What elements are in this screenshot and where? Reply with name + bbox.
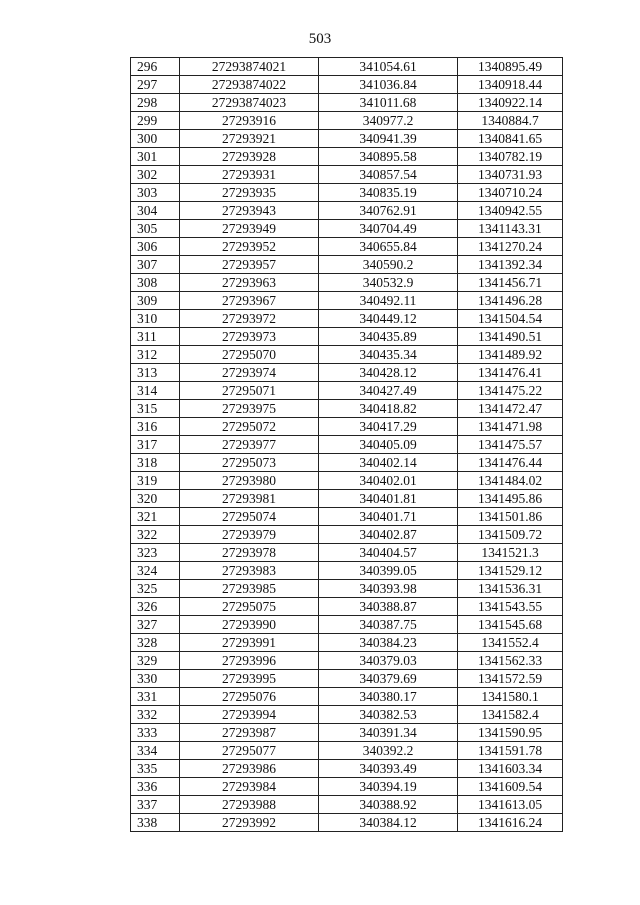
table-row [131, 796, 563, 814]
y-coordinate-cell: 1341536.31 [458, 580, 563, 598]
y-coordinate-cell: 1341572.59 [458, 670, 563, 688]
y-coordinate-cell: 1341529.12 [458, 562, 563, 580]
row-number-cell: 312 [131, 346, 180, 364]
point-id-cell: 27295073 [180, 454, 319, 472]
x-coordinate-cell: 341036.84 [319, 76, 458, 94]
point-id-cell: 27293952 [180, 238, 319, 256]
table-row [131, 580, 563, 598]
table-row [131, 652, 563, 670]
row-number-cell: 300 [131, 130, 180, 148]
table-row [131, 814, 563, 832]
row-number-cell: 296 [131, 58, 180, 76]
point-id-cell: 27293974 [180, 364, 319, 382]
table-row [131, 148, 563, 166]
y-coordinate-cell: 1340841.65 [458, 130, 563, 148]
point-id-cell: 27293963 [180, 274, 319, 292]
y-coordinate-cell: 1341616.24 [458, 814, 563, 832]
table-row [131, 418, 563, 436]
y-coordinate-cell: 1340731.93 [458, 166, 563, 184]
point-id-cell: 27293985 [180, 580, 319, 598]
x-coordinate-cell: 340895.58 [319, 148, 458, 166]
table-row [131, 688, 563, 706]
table-row [131, 112, 563, 130]
x-coordinate-cell: 340399.05 [319, 562, 458, 580]
point-id-cell: 27295072 [180, 418, 319, 436]
row-number-cell: 302 [131, 166, 180, 184]
table-row [131, 760, 563, 778]
y-coordinate-cell: 1341489.92 [458, 346, 563, 364]
x-coordinate-cell: 340387.75 [319, 616, 458, 634]
x-coordinate-cell: 340401.71 [319, 508, 458, 526]
x-coordinate-cell: 340857.54 [319, 166, 458, 184]
point-id-cell: 27293988 [180, 796, 319, 814]
x-coordinate-cell: 340391.34 [319, 724, 458, 742]
y-coordinate-cell: 1341496.28 [458, 292, 563, 310]
table-row [131, 346, 563, 364]
x-coordinate-cell: 340655.84 [319, 238, 458, 256]
point-id-cell: 27293994 [180, 706, 319, 724]
x-coordinate-cell: 340449.12 [319, 310, 458, 328]
y-coordinate-cell: 1341476.41 [458, 364, 563, 382]
table-row [131, 292, 563, 310]
y-coordinate-cell: 1340710.24 [458, 184, 563, 202]
x-coordinate-cell: 340435.89 [319, 328, 458, 346]
point-id-cell: 27293979 [180, 526, 319, 544]
y-coordinate-cell: 1341562.33 [458, 652, 563, 670]
row-number-cell: 298 [131, 94, 180, 112]
row-number-cell: 323 [131, 544, 180, 562]
x-coordinate-cell: 340435.34 [319, 346, 458, 364]
x-coordinate-cell: 340401.81 [319, 490, 458, 508]
point-id-cell: 27295077 [180, 742, 319, 760]
point-id-cell: 27293928 [180, 148, 319, 166]
y-coordinate-cell: 1341552.4 [458, 634, 563, 652]
point-id-cell: 27293874021 [180, 58, 319, 76]
table-row [131, 94, 563, 112]
y-coordinate-cell: 1341504.54 [458, 310, 563, 328]
x-coordinate-cell: 340392.2 [319, 742, 458, 760]
x-coordinate-cell: 340762.91 [319, 202, 458, 220]
table-row [131, 364, 563, 382]
point-id-cell: 27293967 [180, 292, 319, 310]
point-id-cell: 27293935 [180, 184, 319, 202]
row-number-cell: 313 [131, 364, 180, 382]
y-coordinate-cell: 1341475.22 [458, 382, 563, 400]
y-coordinate-cell: 1340895.49 [458, 58, 563, 76]
y-coordinate-cell: 1341475.57 [458, 436, 563, 454]
point-id-cell: 27293977 [180, 436, 319, 454]
row-number-cell: 299 [131, 112, 180, 130]
point-id-cell: 27293983 [180, 562, 319, 580]
y-coordinate-cell: 1340942.55 [458, 202, 563, 220]
y-coordinate-cell: 1341471.98 [458, 418, 563, 436]
row-number-cell: 308 [131, 274, 180, 292]
table-row [131, 634, 563, 652]
x-coordinate-cell: 340379.03 [319, 652, 458, 670]
y-coordinate-cell: 1341582.4 [458, 706, 563, 724]
row-number-cell: 332 [131, 706, 180, 724]
x-coordinate-cell: 340393.49 [319, 760, 458, 778]
point-id-cell: 27293991 [180, 634, 319, 652]
table-row [131, 220, 563, 238]
y-coordinate-cell: 1340918.44 [458, 76, 563, 94]
row-number-cell: 337 [131, 796, 180, 814]
point-id-cell: 27295076 [180, 688, 319, 706]
point-id-cell: 27293931 [180, 166, 319, 184]
table-row [131, 76, 563, 94]
row-number-cell: 321 [131, 508, 180, 526]
row-number-cell: 311 [131, 328, 180, 346]
point-id-cell: 27293921 [180, 130, 319, 148]
table-row [131, 58, 563, 76]
x-coordinate-cell: 340941.39 [319, 130, 458, 148]
row-number-cell: 310 [131, 310, 180, 328]
row-number-cell: 326 [131, 598, 180, 616]
table-row [131, 544, 563, 562]
row-number-cell: 297 [131, 76, 180, 94]
point-id-cell: 27295075 [180, 598, 319, 616]
x-coordinate-cell: 340492.11 [319, 292, 458, 310]
y-coordinate-cell: 1341591.78 [458, 742, 563, 760]
point-id-cell: 27293916 [180, 112, 319, 130]
table-row [131, 490, 563, 508]
row-number-cell: 322 [131, 526, 180, 544]
x-coordinate-cell: 340402.14 [319, 454, 458, 472]
table-row [131, 202, 563, 220]
row-number-cell: 328 [131, 634, 180, 652]
x-coordinate-cell: 340835.19 [319, 184, 458, 202]
y-coordinate-cell: 1341590.95 [458, 724, 563, 742]
y-coordinate-cell: 1341501.86 [458, 508, 563, 526]
x-coordinate-cell: 340977.2 [319, 112, 458, 130]
row-number-cell: 316 [131, 418, 180, 436]
y-coordinate-cell: 1341521.3 [458, 544, 563, 562]
table-row [131, 778, 563, 796]
row-number-cell: 314 [131, 382, 180, 400]
y-coordinate-cell: 1341476.44 [458, 454, 563, 472]
y-coordinate-cell: 1341495.86 [458, 490, 563, 508]
x-coordinate-cell: 340404.57 [319, 544, 458, 562]
x-coordinate-cell: 340384.12 [319, 814, 458, 832]
point-id-cell: 27293990 [180, 616, 319, 634]
point-id-cell: 27293980 [180, 472, 319, 490]
point-id-cell: 27293996 [180, 652, 319, 670]
table-row [131, 130, 563, 148]
point-id-cell: 27293973 [180, 328, 319, 346]
y-coordinate-cell: 1340922.14 [458, 94, 563, 112]
x-coordinate-cell: 340402.87 [319, 526, 458, 544]
x-coordinate-cell: 340704.49 [319, 220, 458, 238]
table-row [131, 598, 563, 616]
row-number-cell: 334 [131, 742, 180, 760]
table-row [131, 184, 563, 202]
point-id-cell: 27293987 [180, 724, 319, 742]
table-row [131, 328, 563, 346]
x-coordinate-cell: 340379.69 [319, 670, 458, 688]
point-id-cell: 27293978 [180, 544, 319, 562]
row-number-cell: 325 [131, 580, 180, 598]
table-row [131, 472, 563, 490]
point-id-cell: 27293981 [180, 490, 319, 508]
point-id-cell: 27295071 [180, 382, 319, 400]
y-coordinate-cell: 1341609.54 [458, 778, 563, 796]
x-coordinate-cell: 340388.87 [319, 598, 458, 616]
table-row [131, 670, 563, 688]
point-id-cell: 27293984 [180, 778, 319, 796]
y-coordinate-cell: 1341490.51 [458, 328, 563, 346]
y-coordinate-cell: 1341143.31 [458, 220, 563, 238]
y-coordinate-cell: 1341456.71 [458, 274, 563, 292]
y-coordinate-cell: 1340884.7 [458, 112, 563, 130]
point-id-cell: 27293874022 [180, 76, 319, 94]
table-row [131, 742, 563, 760]
table-row [131, 454, 563, 472]
x-coordinate-cell: 341011.68 [319, 94, 458, 112]
table-row [131, 400, 563, 418]
point-id-cell: 27295070 [180, 346, 319, 364]
x-coordinate-cell: 340590.2 [319, 256, 458, 274]
table-row [131, 526, 563, 544]
y-coordinate-cell: 1341509.72 [458, 526, 563, 544]
row-number-cell: 315 [131, 400, 180, 418]
row-number-cell: 306 [131, 238, 180, 256]
row-number-cell: 307 [131, 256, 180, 274]
table-row [131, 382, 563, 400]
row-number-cell: 333 [131, 724, 180, 742]
x-coordinate-cell: 341054.61 [319, 58, 458, 76]
point-id-cell: 27293995 [180, 670, 319, 688]
point-id-cell: 27293957 [180, 256, 319, 274]
row-number-cell: 303 [131, 184, 180, 202]
row-number-cell: 319 [131, 472, 180, 490]
row-number-cell: 329 [131, 652, 180, 670]
y-coordinate-cell: 1341392.34 [458, 256, 563, 274]
row-number-cell: 305 [131, 220, 180, 238]
x-coordinate-cell: 340380.17 [319, 688, 458, 706]
y-coordinate-cell: 1341580.1 [458, 688, 563, 706]
x-coordinate-cell: 340532.9 [319, 274, 458, 292]
table-row [131, 310, 563, 328]
row-number-cell: 324 [131, 562, 180, 580]
table-row [131, 706, 563, 724]
y-coordinate-cell: 1341613.05 [458, 796, 563, 814]
table-row [131, 724, 563, 742]
row-number-cell: 301 [131, 148, 180, 166]
row-number-cell: 335 [131, 760, 180, 778]
x-coordinate-cell: 340394.19 [319, 778, 458, 796]
row-number-cell: 330 [131, 670, 180, 688]
x-coordinate-cell: 340402.01 [319, 472, 458, 490]
x-coordinate-cell: 340427.49 [319, 382, 458, 400]
point-id-cell: 27293986 [180, 760, 319, 778]
point-id-cell: 27293949 [180, 220, 319, 238]
row-number-cell: 304 [131, 202, 180, 220]
row-number-cell: 317 [131, 436, 180, 454]
row-number-cell: 331 [131, 688, 180, 706]
coordinate-table [130, 57, 563, 832]
y-coordinate-cell: 1341545.68 [458, 616, 563, 634]
y-coordinate-cell: 1341270.24 [458, 238, 563, 256]
point-id-cell: 27293943 [180, 202, 319, 220]
point-id-cell: 27293992 [180, 814, 319, 832]
row-number-cell: 336 [131, 778, 180, 796]
y-coordinate-cell: 1341484.02 [458, 472, 563, 490]
page-number: 503 [308, 31, 332, 47]
point-id-cell: 27293972 [180, 310, 319, 328]
row-number-cell: 318 [131, 454, 180, 472]
table-row [131, 436, 563, 454]
x-coordinate-cell: 340417.29 [319, 418, 458, 436]
table-row [131, 256, 563, 274]
y-coordinate-cell: 1340782.19 [458, 148, 563, 166]
x-coordinate-cell: 340418.82 [319, 400, 458, 418]
coordinate-table-body [131, 58, 563, 832]
x-coordinate-cell: 340428.12 [319, 364, 458, 382]
point-id-cell: 27293975 [180, 400, 319, 418]
table-row [131, 562, 563, 580]
y-coordinate-cell: 1341543.55 [458, 598, 563, 616]
x-coordinate-cell: 340393.98 [319, 580, 458, 598]
row-number-cell: 338 [131, 814, 180, 832]
y-coordinate-cell: 1341472.47 [458, 400, 563, 418]
row-number-cell: 320 [131, 490, 180, 508]
table-row [131, 616, 563, 634]
table-row [131, 274, 563, 292]
row-number-cell: 327 [131, 616, 180, 634]
x-coordinate-cell: 340405.09 [319, 436, 458, 454]
table-row [131, 166, 563, 184]
table-row [131, 238, 563, 256]
point-id-cell: 27293874023 [180, 94, 319, 112]
row-number-cell: 309 [131, 292, 180, 310]
table-row [131, 508, 563, 526]
x-coordinate-cell: 340384.23 [319, 634, 458, 652]
x-coordinate-cell: 340388.92 [319, 796, 458, 814]
y-coordinate-cell: 1341603.34 [458, 760, 563, 778]
x-coordinate-cell: 340382.53 [319, 706, 458, 724]
point-id-cell: 27295074 [180, 508, 319, 526]
